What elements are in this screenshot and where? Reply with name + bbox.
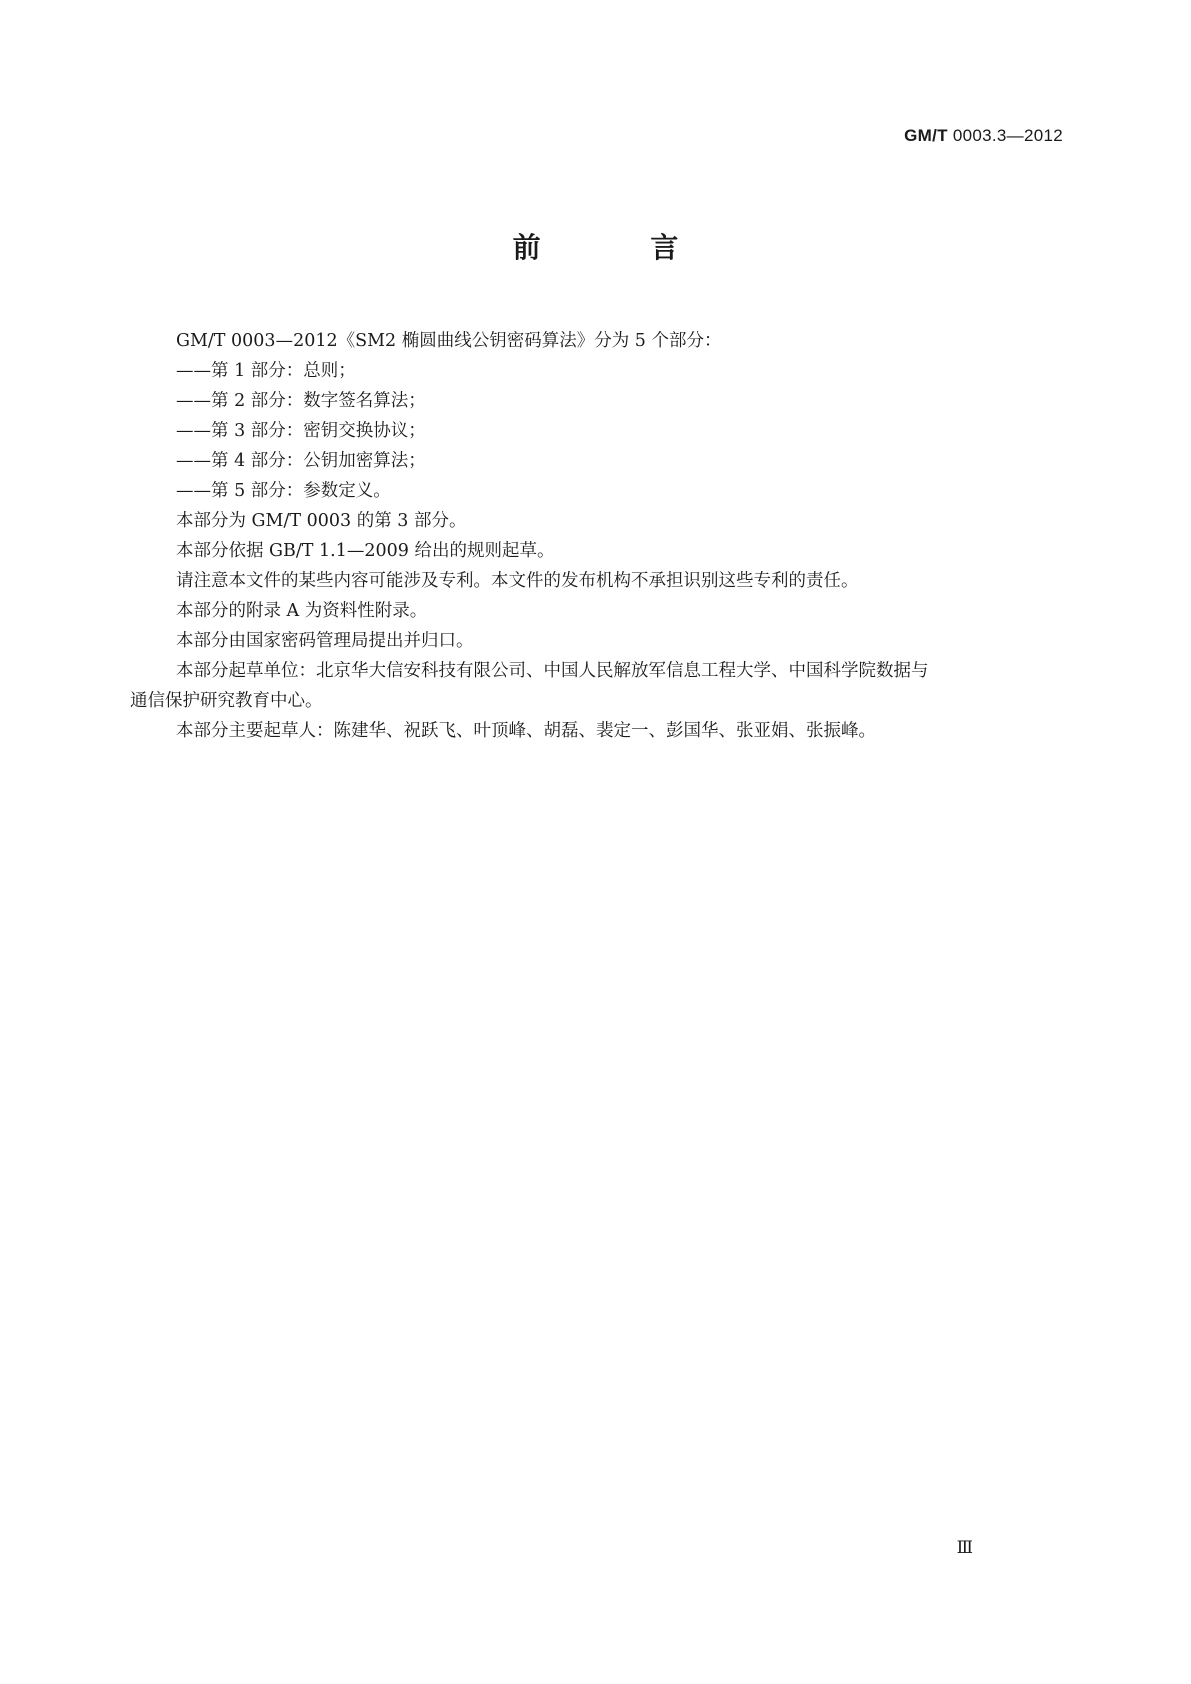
paragraph-annex: 本部分的附录 A 为资料性附录。: [176, 601, 428, 621]
document-code-number: 0003.3—2012: [952, 126, 1063, 145]
list-item-part-4: ——第 4 部分：公钥加密算法；: [176, 451, 426, 471]
document-code: [904, 126, 1063, 146]
paragraph-drafting-units: 本部分起草单位：北京华大信安科技有限公司、中国人民解放军信息工程大学、中国科学院数据与: [176, 661, 929, 681]
foreword-body: [130, 326, 1066, 746]
list-item-part-3: ——第 3 部分：密钥交换协议；: [176, 421, 426, 441]
list-item-part-1: ——第 1 部分：总则；: [176, 361, 356, 381]
paragraph-drafters: 本部分主要起草人：陈建华、祝跃飞、叶顶峰、胡磊、裴定一、彭国华、张亚娟、张振峰。: [176, 721, 876, 741]
paragraph-drafting-rules: 本部分依据 GB/T 1.1—2009 给出的规则起草。: [176, 541, 555, 561]
page-number: Ⅲ: [956, 1538, 973, 1557]
paragraph-proposer: 本部分由国家密码管理局提出并归口。: [176, 631, 474, 651]
paragraph-patent-notice: 请注意本文件的某些内容可能涉及专利。本文件的发布机构不承担识别这些专利的责任。: [176, 571, 859, 591]
list-item-part-5: ——第 5 部分：参数定义。: [176, 481, 391, 501]
document-code-prefix: GM/T: [904, 126, 948, 145]
list-item-part-2: ——第 2 部分：数字签名算法；: [176, 391, 426, 411]
paragraph-intro: GM/T 0003—2012《SM2 椭圆曲线公钥密码算法》分为 5 个部分：: [176, 331, 722, 351]
paragraph-scope: 本部分为 GM/T 0003 的第 3 部分。: [176, 511, 467, 531]
paragraph-drafting-units-continued: 通信保护研究教育中心。: [130, 691, 323, 711]
page-title: 前 言: [512, 231, 729, 264]
